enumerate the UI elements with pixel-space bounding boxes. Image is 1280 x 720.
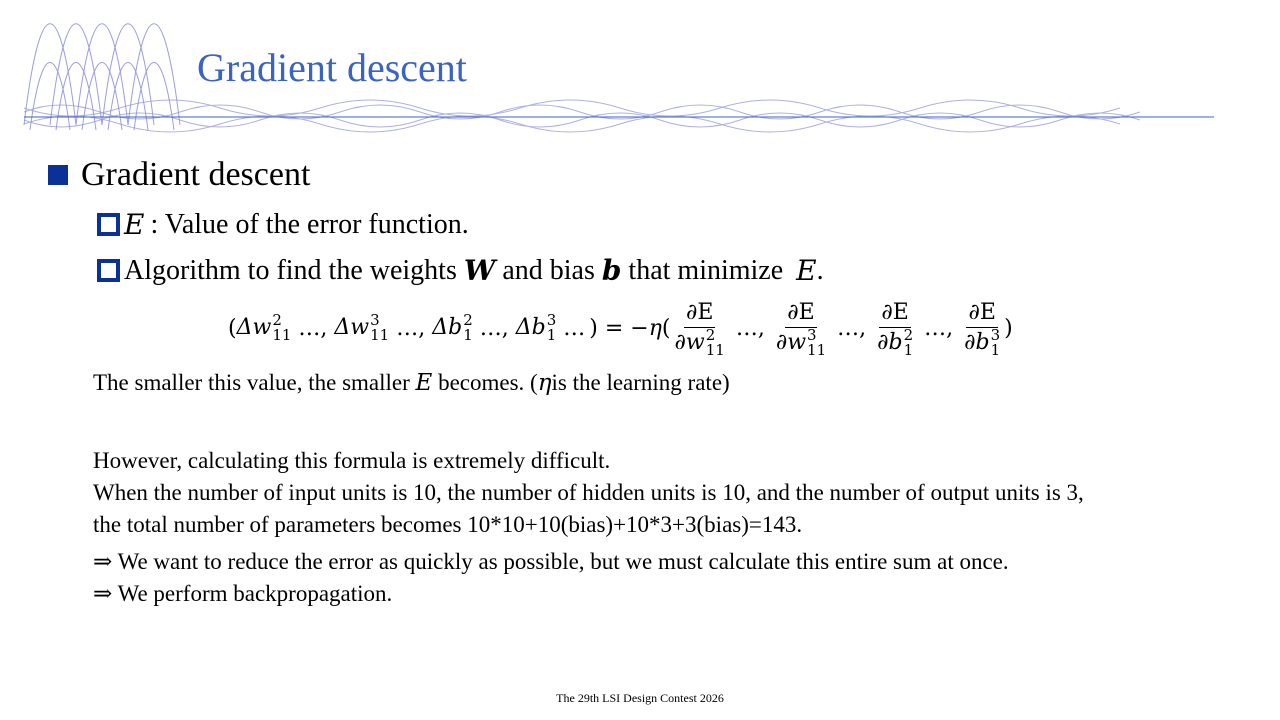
partial-fraction [774, 299, 828, 358]
lhs-term [516, 313, 557, 343]
den-sub: 1 [990, 340, 1001, 359]
term-sup: 2 [272, 311, 282, 329]
fraction-numerator: ∂E [966, 299, 997, 328]
ellipsis: … [728, 315, 758, 341]
den-sub: 11 [807, 340, 827, 359]
symbol-e: E [796, 254, 817, 287]
lhs-term [237, 313, 292, 343]
period: . [816, 254, 824, 286]
arrow-line-backpropagation: ⇒ We perform backpropagation. [93, 581, 393, 606]
rhs-open-paren: ( [661, 315, 671, 341]
symbol-e: E [124, 208, 145, 241]
learning-rate-note [93, 370, 730, 396]
den-sup: 3 [807, 325, 817, 344]
note-part2: becomes. ( [432, 370, 538, 395]
sub-bullet-error-function [97, 208, 469, 241]
sub-bullet-1-text: Value of the error function. [158, 208, 469, 240]
eta-symbol: η [537, 370, 552, 396]
comma: , [501, 315, 516, 341]
lhs-open-paren: ( [228, 315, 237, 341]
fraction-denominator [875, 325, 915, 359]
ellipsis: … [556, 315, 586, 341]
fraction-denominator [673, 325, 727, 359]
symbol-e: E [415, 370, 433, 396]
main-bullet [48, 156, 310, 194]
lhs-term [432, 313, 473, 343]
term-base: Δb [432, 315, 463, 340]
difficulty-line: However, calculating this formula is extremely difficult. [93, 448, 611, 473]
parameters-line: the total number of parameters becomes 10*10+10(bias)+10*3+3(bias)=143. [93, 512, 803, 537]
slide-footer: The 29th LSI Design Contest 2026 [556, 691, 724, 705]
ellipsis: … [291, 315, 321, 341]
term-sub: 1 [546, 326, 557, 344]
term-base: Δb [515, 315, 546, 340]
term-sup: 3 [546, 311, 557, 329]
sub-bullet-algorithm [97, 254, 824, 287]
term-sub: 1 [463, 326, 473, 344]
term-sub: 11 [370, 326, 390, 344]
sub-bullet-2-part1: Algorithm to find the weights [124, 254, 464, 286]
den-sup: 2 [705, 325, 716, 344]
partial-fraction [673, 299, 727, 358]
term-base: Δw [236, 315, 272, 340]
sub-bullet-2-part3: that minimize [621, 254, 791, 286]
arrow-line-reduce-error: ⇒ We want to reduce the error as quickly as possible, but we must calculate this entire sum at once. [93, 549, 1009, 574]
partial-fraction [962, 299, 1002, 358]
ellipsis: … [472, 315, 502, 341]
gradient-formula [228, 292, 1013, 364]
den-base: ∂w [674, 329, 705, 355]
den-sub: 11 [705, 340, 725, 359]
hollow-square-bullet-icon [97, 213, 120, 236]
rhs-close-paren: ) [1004, 315, 1013, 341]
comma: , [757, 315, 772, 341]
filled-square-bullet-icon [48, 165, 68, 185]
sub-bullet-2-part2: and bias [495, 254, 602, 286]
ellipsis: … [917, 315, 947, 341]
symbol-b: b [601, 254, 622, 287]
den-sup: 2 [903, 325, 914, 344]
den-sup: 3 [990, 325, 1001, 344]
term-sup: 3 [370, 311, 380, 329]
comma: , [946, 315, 961, 341]
note-part3: is the learning rate) [551, 370, 730, 395]
den-base: ∂w [775, 329, 807, 355]
main-bullet-text: Gradient descent [81, 156, 311, 193]
fraction-denominator [962, 325, 1002, 359]
comma: , [418, 315, 433, 341]
fraction-denominator [774, 325, 828, 359]
ellipsis: … [389, 315, 419, 341]
units-line: When the number of input units is 10, the number of hidden units is 10, and the number of output units is 3, [93, 480, 1084, 505]
eta-symbol: η [648, 315, 662, 341]
term-base: Δw [334, 315, 370, 340]
lhs-term [334, 313, 389, 343]
fraction-numerator: ∂E [785, 299, 816, 328]
den-sub: 1 [903, 340, 914, 359]
partial-fraction [875, 299, 915, 358]
fraction-numerator: ∂E [684, 299, 715, 328]
hollow-square-bullet-icon [97, 259, 120, 282]
fraction-numerator: ∂E [879, 299, 910, 328]
ellipsis: … [830, 315, 860, 341]
equals-minus: = − [597, 315, 649, 341]
header-wave-decoration [0, 0, 1280, 150]
symbol-w: W [463, 254, 496, 287]
den-base: ∂b [964, 329, 990, 355]
slide-title: Gradient descent [197, 45, 467, 90]
colon: : [150, 208, 159, 240]
den-base: ∂b [877, 329, 903, 355]
term-sub: 11 [272, 326, 292, 344]
comma: , [859, 315, 874, 341]
lhs-close-paren: ) [589, 315, 598, 341]
note-part1: The smaller this value, the smaller [93, 370, 416, 395]
comma: , [320, 315, 335, 341]
term-sup: 2 [463, 311, 473, 329]
